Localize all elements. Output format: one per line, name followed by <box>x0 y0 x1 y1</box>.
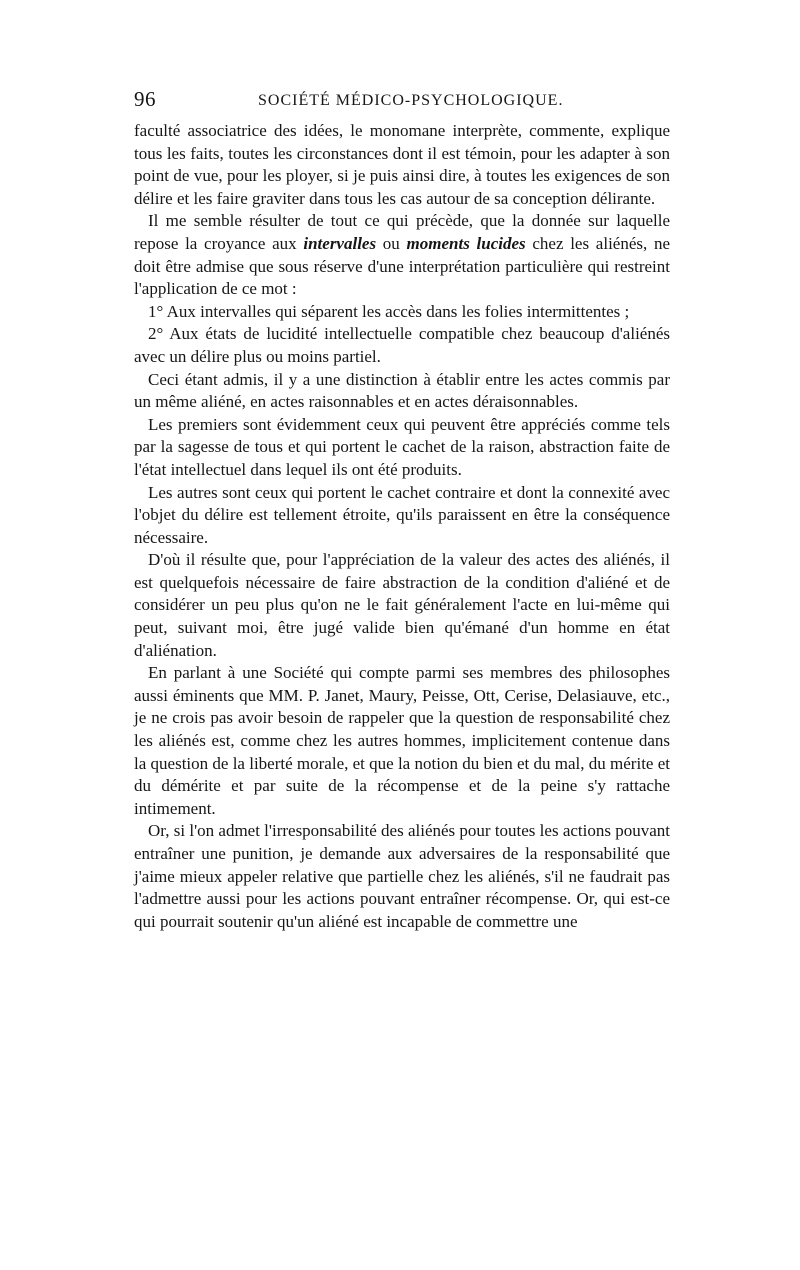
paragraph-text: Il me semble résulter de tout ce qui précède, que la donnée sur laquelle repose la croyance aux <box>134 211 670 253</box>
paragraph-text: chez les aliénés, ne doit être admise que sous réserve d'une interprétation particulière qui restreint l'application de ce mot : <box>134 233 671 299</box>
emphasis-moments-lucides: moments lucides <box>406 233 526 253</box>
body-text <box>134 120 670 933</box>
page-number: 96 <box>134 87 156 111</box>
paragraph-consequence: D'où il résulte que, pour l'appréciation de la valeur des actes des aliénés, il est quelquefois nécessaire de faire abstraction de la condition d'aliéné et de considérer un peu plus qu'on ne le fait généralement l'acte en lui-même qui peut, suivant moi, être jugé valide bien qu'émané d'un homme en état d'aliénation. <box>134 550 670 660</box>
paragraph-distinction: Ceci étant admis, il y a une distinction à établir entre les actes commis par un même aliéné, en actes raisonnables et en actes déraisonnables. <box>134 369 670 412</box>
paragraph-societe: En parlant à une Société qui compte parmi ses membres des philosophes aussi éminents que MM. P. Janet, Maury, Peisse, Ott, Cerise, Delasiauve, etc., je ne crois pas avoir besoin de rappeler que la question de responsabilité chez les aliénés est, comme chez les autres hommes, implicitement contenue dans la question de la liberté morale, et que la notion du bien et du mal, du mérite et du démérite et par suite de la récompense et de la peine s'y rattache intimement. <box>134 663 670 818</box>
journal-title: SOCIÉTÉ MÉDICO-PSYCHOLOGIQUE. <box>258 92 564 109</box>
paragraph-premiers: Les premiers sont évidemment ceux qui peuvent être appréciés comme tels par la sagesse de tous et qui portent le cachet de la raison, abstraction faite de l'état intellectuel dans lequel ils ont été produits. <box>134 414 670 479</box>
emphasis-intervalles: intervalles <box>303 233 377 253</box>
book-page <box>134 88 670 933</box>
running-head <box>134 88 670 116</box>
paragraph-continuation: faculté associatrice des idées, le monomane interprète, commente, explique tous les faits, toutes les circonstances dont il est témoin, pour les adapter à son point de vue, pour les ployer, si je puis ainsi dire, à toutes les exigences de son délire et les faire graviter dans tous les cas autour de sa conception délirante. <box>134 121 670 208</box>
paragraph-lucid-intervals <box>134 210 670 300</box>
paragraph-item-1: 1° Aux intervalles qui séparent les accès dans les folies intermittentes ; <box>148 301 630 321</box>
paragraph-text: ou <box>376 233 407 253</box>
paragraph-autres: Les autres sont ceux qui portent le cachet contraire et dont la connexité avec l'objet du délire est tellement étroite, qu'ils paraissent en être la conséquence nécessaire. <box>134 482 670 547</box>
paragraph-item-2: 2° Aux états de lucidité intellectuelle compatible chez beaucoup d'aliénés avec un délire plus ou moins partiel. <box>134 324 670 366</box>
paragraph-irresponsabilite: Or, si l'on admet l'irresponsabilité des aliénés pour toutes les actions pouvant entraîner une punition, je demande aux adversaires de la responsabilité que j'aime mieux appeler relative que partielle chez les aliénés, s'il ne faudrait pas l'admettre aussi pour les actions pouvant entraîner récompense. Or, qui est-ce qui pourrait soutenir qu'un aliéné est incapable de commettre une <box>134 821 670 931</box>
